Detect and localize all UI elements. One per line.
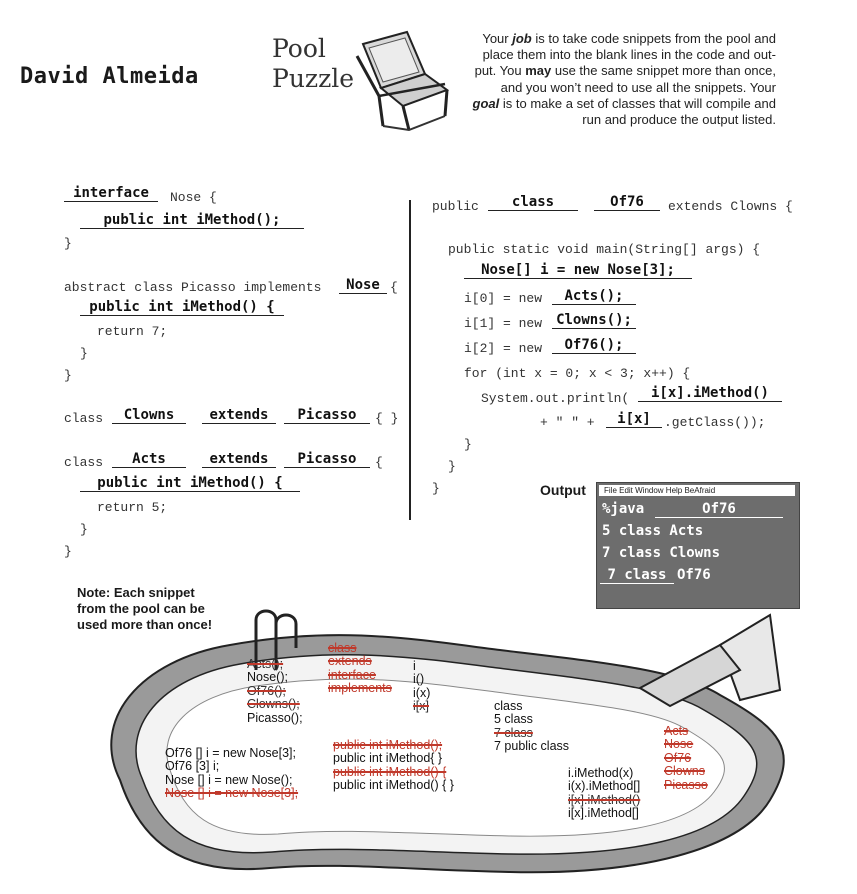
blank-clowns-super[interactable]: Picasso xyxy=(284,407,370,424)
code-class: class xyxy=(64,455,104,470)
pool-snippet[interactable]: i[x].iMethod() xyxy=(568,792,641,807)
pool-snippet[interactable]: i xyxy=(413,659,416,673)
pool-snippet[interactable]: public int iMethod() { xyxy=(333,764,447,779)
instruction-line-5: goal is to make a set of classes that will compile and xyxy=(472,95,776,111)
code-i0: i[0] = new xyxy=(464,291,543,306)
pool-snippet[interactable]: Clowns(); xyxy=(247,697,300,712)
pool-snippet[interactable]: implements xyxy=(328,681,392,696)
pool-snippets-constructors xyxy=(247,658,303,725)
blank-clowns-name[interactable]: Clowns xyxy=(112,407,186,424)
pool-snippet[interactable]: Clowns xyxy=(664,764,705,779)
column-divider xyxy=(409,200,411,520)
code-brace: { xyxy=(375,455,383,470)
blank-clowns-extends[interactable]: extends xyxy=(202,407,276,424)
pool-note: Note: Each snippet from the pool can be used more than once! xyxy=(77,585,213,632)
pool-snippet[interactable]: i.iMethod(x) xyxy=(568,766,634,780)
pool-snippet[interactable]: interface xyxy=(328,667,376,682)
code-brace: { xyxy=(390,280,398,295)
swimming-pool-illustration xyxy=(80,600,850,890)
code-brace: } xyxy=(448,459,456,474)
pool-snippet[interactable]: 5 class xyxy=(494,712,533,727)
pool-snippet[interactable]: i(x) xyxy=(413,685,431,700)
pool-snippet[interactable]: 7 public class xyxy=(494,739,570,754)
pool-snippet[interactable]: Of76(); xyxy=(247,683,286,698)
terminal-output-line: 5 class Acts xyxy=(602,523,704,539)
pool-snippet[interactable]: Of76 [3] i; xyxy=(165,759,220,774)
code-main: public static void main(String[] args) { xyxy=(448,242,761,257)
code-for-loop: for (int x = 0; x < 3; x++) { xyxy=(464,366,691,381)
code-nose: Nose { xyxy=(170,190,217,205)
pool-snippet[interactable]: Nose(); xyxy=(247,670,288,685)
pool-snippets-class-names xyxy=(664,725,708,792)
terminal-menu-bar: File Edit Window Help BeAfraid xyxy=(599,485,795,496)
pool-snippet[interactable]: Acts(); xyxy=(247,657,284,671)
code-return5: return 5; xyxy=(97,500,168,515)
code-brace: } xyxy=(80,346,88,361)
code-i2: i[2] = new xyxy=(464,341,543,356)
pool-snippet[interactable]: Picasso(); xyxy=(247,710,303,725)
pool-snippet[interactable]: Nose xyxy=(664,737,694,752)
pool-snippets-class-output xyxy=(494,700,569,754)
pool-snippets-array-decls xyxy=(165,747,298,801)
pool-snippet[interactable]: i[x] xyxy=(413,699,429,714)
pool-snippet[interactable]: Of76 [] i = new Nose[3]; xyxy=(165,746,296,760)
blank-getclass-target[interactable]: i[x] xyxy=(606,411,662,428)
blank-interface[interactable]: interface xyxy=(64,185,158,202)
pool-snippet[interactable]: class xyxy=(328,641,357,655)
code-extends-clowns: extends Clowns { xyxy=(668,199,793,214)
output-label: Output xyxy=(540,482,586,498)
terminal-command-prompt: %java xyxy=(602,501,645,517)
pool-snippet[interactable]: public int iMethod(); xyxy=(333,738,443,752)
code-concat: + " " + xyxy=(540,415,595,430)
blank-java-command[interactable]: Of76 xyxy=(655,501,783,518)
author-name: David Almeida xyxy=(20,64,199,89)
blank-i0[interactable]: Acts(); xyxy=(552,288,636,305)
blank-acts-extends[interactable]: extends xyxy=(202,451,276,468)
code-brace: } xyxy=(64,236,72,251)
blank-println-arg[interactable]: i[x].iMethod() xyxy=(638,385,782,402)
blank-i1[interactable]: Clowns(); xyxy=(552,312,636,329)
pool-snippet[interactable]: i() xyxy=(413,672,425,687)
blank-output-last[interactable]: 7 class xyxy=(600,567,674,584)
pool-snippets-methods xyxy=(333,739,454,793)
instructions xyxy=(450,31,776,128)
blank-array-decl[interactable]: Nose[] i = new Nose[3]; xyxy=(464,262,692,279)
code-public: public xyxy=(432,199,479,214)
blank-acts-name[interactable]: Acts xyxy=(112,451,186,468)
pool-snippets-i-variants xyxy=(413,660,430,714)
output-terminal xyxy=(596,482,800,609)
pool-chair-illustration xyxy=(345,26,455,134)
terminal-output-rest: Of76 xyxy=(677,567,711,583)
pool-snippet[interactable]: Of76 xyxy=(664,750,692,765)
pool-snippet[interactable]: class xyxy=(494,699,523,713)
pool-snippets-method-calls xyxy=(568,767,640,821)
puzzle-title-line2: Puzzle xyxy=(272,64,355,93)
blank-i2[interactable]: Of76(); xyxy=(552,337,636,354)
code-getclass: .getClass()); xyxy=(664,415,766,430)
blank-acts-super[interactable]: Picasso xyxy=(284,451,370,468)
blank-nose-method[interactable]: public int iMethod(); xyxy=(80,212,304,229)
instruction-line-6: run and produce the output listed. xyxy=(582,112,776,128)
blank-of76-class[interactable]: class xyxy=(488,194,578,211)
pool-snippet[interactable]: public int iMethod{ } xyxy=(333,751,443,766)
pool-snippets-keywords xyxy=(328,642,392,696)
pool-snippet[interactable]: public int iMethod() { } xyxy=(333,778,454,793)
instruction-line-1: Your job is to take code snippets from the pool and xyxy=(482,31,776,46)
blank-of76-name[interactable]: Of76 xyxy=(594,194,660,211)
code-brace: } xyxy=(432,481,440,496)
terminal-output-line: 7 class Clowns xyxy=(602,545,721,561)
puzzle-title-line1: Pool xyxy=(272,34,326,63)
pool-snippet[interactable]: 7 class xyxy=(494,725,533,740)
code-brace: } xyxy=(64,368,72,383)
instruction-line-2: place them into the blank lines in the code and out- xyxy=(482,47,776,63)
pool-snippet[interactable]: Acts xyxy=(664,724,689,738)
blank-acts-method[interactable]: public int iMethod() { xyxy=(80,475,300,492)
pool-snippet[interactable]: i[x].iMethod[] xyxy=(568,806,639,821)
instruction-line-4: and you won’t need to use all the snippets. Your xyxy=(500,79,776,95)
code-return7: return 7; xyxy=(97,324,168,339)
pool-snippet[interactable]: Picasso xyxy=(664,777,708,792)
code-brace: } xyxy=(80,522,88,537)
code-empty-braces: { } xyxy=(375,411,399,426)
code-class: class xyxy=(64,411,104,426)
code-i1: i[1] = new xyxy=(464,316,543,331)
pool-snippet[interactable]: Nose [] i = new Nose[3]; xyxy=(165,786,299,801)
code-brace: } xyxy=(464,437,472,452)
code-picasso: abstract class Picasso implements xyxy=(64,280,322,295)
blank-picasso-method[interactable]: public int iMethod() { xyxy=(80,299,284,316)
pool-snippet[interactable]: i(x).iMethod[] xyxy=(568,779,641,794)
instruction-line-3: put. You may use the same snippet more than once, xyxy=(474,63,776,79)
blank-implements[interactable]: Nose xyxy=(339,277,387,294)
code-println: System.out.println( xyxy=(481,391,630,406)
pool-snippet[interactable]: extends xyxy=(328,654,372,669)
code-brace: } xyxy=(64,544,72,559)
pool-snippet[interactable]: Nose [] i = new Nose(); xyxy=(165,772,293,787)
